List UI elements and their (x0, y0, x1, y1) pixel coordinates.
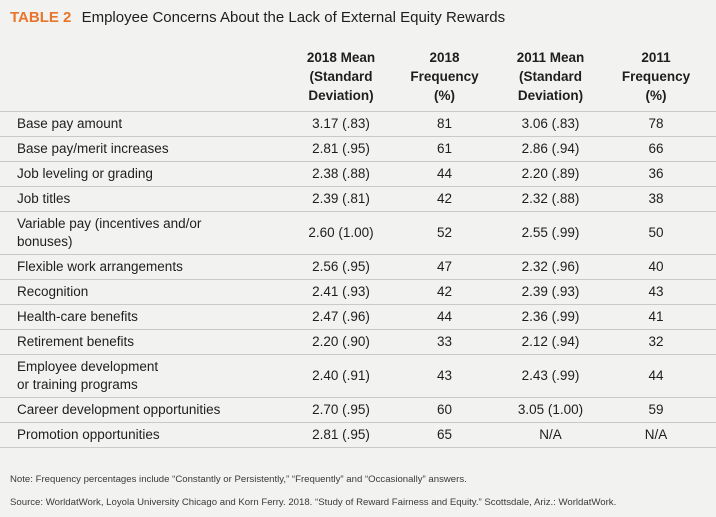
row-label-text: Retirement benefits (17, 334, 135, 349)
row-label (17, 112, 257, 136)
row-label (17, 212, 257, 254)
cell-2011-mean-text: 2.39 (.93) (521, 284, 580, 299)
cell-2011-frequency (614, 187, 698, 211)
cell-2011-mean (487, 255, 614, 279)
row-label-text: Variable pay (incentives and/or bonuses) (17, 216, 202, 249)
cell-2011-mean (487, 330, 614, 354)
cell-2011-mean-text: 2.12 (.94) (521, 334, 580, 349)
cell-2011-mean (487, 162, 614, 186)
cell-2018-mean (280, 355, 402, 397)
cell-2011-frequency (614, 280, 698, 304)
cell-2011-frequency (614, 398, 698, 422)
cell-2011-mean (487, 112, 614, 136)
table-note: Note: Frequency percentages include “Constantly or Persistently,” “Frequently” and “Occasionally” answers. (10, 474, 467, 485)
cell-2018-frequency-text: 61 (436, 141, 453, 156)
row-label (17, 330, 257, 354)
table-title-text: Employee Concerns About the Lack of External Equity Rewards (81, 9, 506, 26)
cell-2011-frequency-text: N/A (644, 427, 668, 442)
table-row (0, 329, 716, 354)
concerns-table (0, 48, 716, 448)
cell-2011-frequency-text: 59 (648, 402, 664, 417)
row-label (17, 280, 257, 304)
cell-2018-frequency-text: 60 (436, 402, 453, 417)
cell-2018-frequency-text: 65 (436, 427, 453, 442)
cell-2018-frequency (402, 280, 487, 304)
cell-2018-mean (280, 398, 402, 422)
cell-2011-mean (487, 423, 614, 447)
cell-2011-frequency (614, 112, 698, 136)
cell-2018-mean-text: 2.81 (.95) (312, 141, 370, 156)
table-row (0, 354, 716, 397)
cell-2018-mean-text: 2.38 (.88) (312, 166, 370, 181)
cell-2018-mean-text: 2.56 (.95) (312, 259, 370, 274)
cell-2011-mean-text: 2.43 (.99) (521, 368, 580, 383)
cell-2011-frequency-text: 66 (648, 141, 664, 156)
cell-2011-mean (487, 305, 614, 329)
cell-2018-frequency (402, 330, 487, 354)
table-row (0, 397, 716, 422)
cell-2011-mean-text: 2.86 (.94) (521, 141, 580, 156)
header-2018-frequency: 2018 Frequency (%) (410, 50, 479, 103)
row-label (17, 355, 257, 397)
header-2018-mean: 2018 Mean (Standard Deviation) (306, 50, 376, 103)
cell-2011-frequency (614, 212, 698, 254)
table-header-row (0, 48, 716, 111)
cell-2011-mean-text: 2.32 (.96) (521, 259, 580, 274)
table-row (0, 136, 716, 161)
cell-2018-frequency (402, 355, 487, 397)
cell-2011-frequency (614, 137, 698, 161)
cell-2011-frequency-text: 40 (648, 259, 664, 274)
cell-2018-mean-text: 3.17 (.83) (312, 116, 370, 131)
cell-2018-frequency-text: 44 (436, 166, 453, 181)
table-row (0, 161, 716, 186)
table-body (0, 111, 716, 448)
row-label (17, 423, 257, 447)
cell-2018-mean (280, 212, 402, 254)
row-label-text: Job leveling or grading (17, 166, 153, 181)
cell-2011-mean-text: 3.06 (.83) (521, 116, 580, 131)
cell-2018-frequency (402, 212, 487, 254)
cell-2018-frequency-text: 44 (436, 309, 453, 324)
cell-2011-frequency (614, 355, 698, 397)
cell-2011-frequency-text: 78 (648, 116, 664, 131)
header-2011-mean: 2011 Mean (Standard Deviation) (516, 50, 585, 103)
row-label (17, 137, 257, 161)
cell-2011-mean-text: 2.20 (.89) (521, 166, 580, 181)
cell-2011-mean (487, 137, 614, 161)
cell-2018-mean (280, 280, 402, 304)
row-label (17, 255, 257, 279)
cell-2011-frequency-text: 44 (648, 368, 664, 383)
row-label-text: Career development opportunities (17, 402, 221, 417)
table-row (0, 279, 716, 304)
row-label-text: Health-care benefits (17, 309, 138, 324)
cell-2011-frequency-text: 50 (648, 225, 664, 240)
cell-2011-mean (487, 398, 614, 422)
cell-2018-frequency-text: 52 (436, 225, 453, 240)
cell-2018-mean (280, 162, 402, 186)
cell-2018-frequency-text: 42 (436, 191, 453, 206)
cell-2011-mean-text: 2.55 (.99) (521, 225, 580, 240)
cell-2011-frequency (614, 255, 698, 279)
row-label-text: Flexible work arrangements (17, 259, 183, 274)
cell-2018-mean (280, 330, 402, 354)
cell-2011-mean-text: 3.05 (1.00) (517, 402, 584, 417)
table-row (0, 254, 716, 279)
row-label (17, 187, 257, 211)
row-label-text: Job titles (17, 191, 71, 206)
table-title (10, 8, 505, 28)
cell-2018-mean (280, 423, 402, 447)
cell-2011-frequency (614, 330, 698, 354)
cell-2018-frequency-text: 81 (436, 116, 453, 131)
cell-2018-mean (280, 112, 402, 136)
cell-2018-mean (280, 187, 402, 211)
cell-2018-frequency (402, 423, 487, 447)
cell-2018-frequency (402, 137, 487, 161)
cell-2018-mean-text: 2.60 (1.00) (308, 225, 374, 240)
cell-2011-frequency (614, 162, 698, 186)
row-label-text: Recognition (17, 284, 89, 299)
cell-2018-mean-text: 2.41 (.93) (312, 284, 370, 299)
row-label-text: Employee development or training programs (17, 359, 159, 392)
cell-2011-frequency-text: 43 (648, 284, 664, 299)
row-label (17, 162, 257, 186)
table-row (0, 186, 716, 211)
cell-2018-frequency (402, 305, 487, 329)
table-row (0, 304, 716, 329)
cell-2011-frequency-text: 41 (648, 309, 664, 324)
row-label-text: Base pay amount (17, 116, 123, 131)
cell-2018-frequency-text: 47 (436, 259, 453, 274)
header-2011-frequency: 2011 Frequency (%) (621, 50, 691, 103)
cell-2011-frequency (614, 305, 698, 329)
row-label-text: Promotion opportunities (17, 427, 160, 442)
cell-2018-frequency (402, 255, 487, 279)
cell-2018-frequency (402, 398, 487, 422)
cell-2018-frequency-text: 43 (436, 368, 453, 383)
row-label (17, 398, 257, 422)
cell-2011-mean (487, 212, 614, 254)
cell-2011-mean-text: 2.32 (.88) (521, 191, 580, 206)
cell-2018-mean-text: 2.81 (.95) (312, 427, 370, 442)
table-number-label: TABLE 2 (10, 9, 72, 26)
cell-2018-mean-text: 2.47 (.96) (312, 309, 370, 324)
table-row (0, 111, 716, 136)
cell-2011-frequency-text: 36 (648, 166, 664, 181)
table-row (0, 211, 716, 254)
cell-2018-frequency-text: 33 (436, 334, 453, 349)
cell-2018-mean-text: 2.20 (.90) (312, 334, 370, 349)
row-label (17, 305, 257, 329)
table-row (0, 422, 716, 448)
cell-2018-frequency (402, 162, 487, 186)
cell-2018-mean-text: 2.70 (.95) (312, 402, 370, 417)
cell-2018-mean (280, 137, 402, 161)
cell-2011-mean (487, 280, 614, 304)
row-label-text: Base pay/merit increases (17, 141, 169, 156)
cell-2011-frequency (614, 423, 698, 447)
cell-2018-frequency (402, 112, 487, 136)
cell-2018-frequency (402, 187, 487, 211)
cell-2011-frequency-text: 32 (648, 334, 664, 349)
cell-2011-mean-text: 2.36 (.99) (521, 309, 580, 324)
cell-2011-mean (487, 187, 614, 211)
cell-2011-mean (487, 355, 614, 397)
cell-2011-mean-text: N/A (539, 427, 562, 442)
cell-2018-mean-text: 2.39 (.81) (312, 191, 370, 206)
table-source: Source: WorldatWork, Loyola University Chicago and Korn Ferry. 2018. “Study of Reward Fairness and Equity.” Scottsdale, Ariz.: WorldatWork. (10, 497, 617, 508)
cell-2018-frequency-text: 42 (436, 284, 453, 299)
cell-2018-mean (280, 305, 402, 329)
cell-2018-mean (280, 255, 402, 279)
cell-2018-mean-text: 2.40 (.91) (312, 368, 370, 383)
cell-2011-frequency-text: 38 (648, 191, 664, 206)
